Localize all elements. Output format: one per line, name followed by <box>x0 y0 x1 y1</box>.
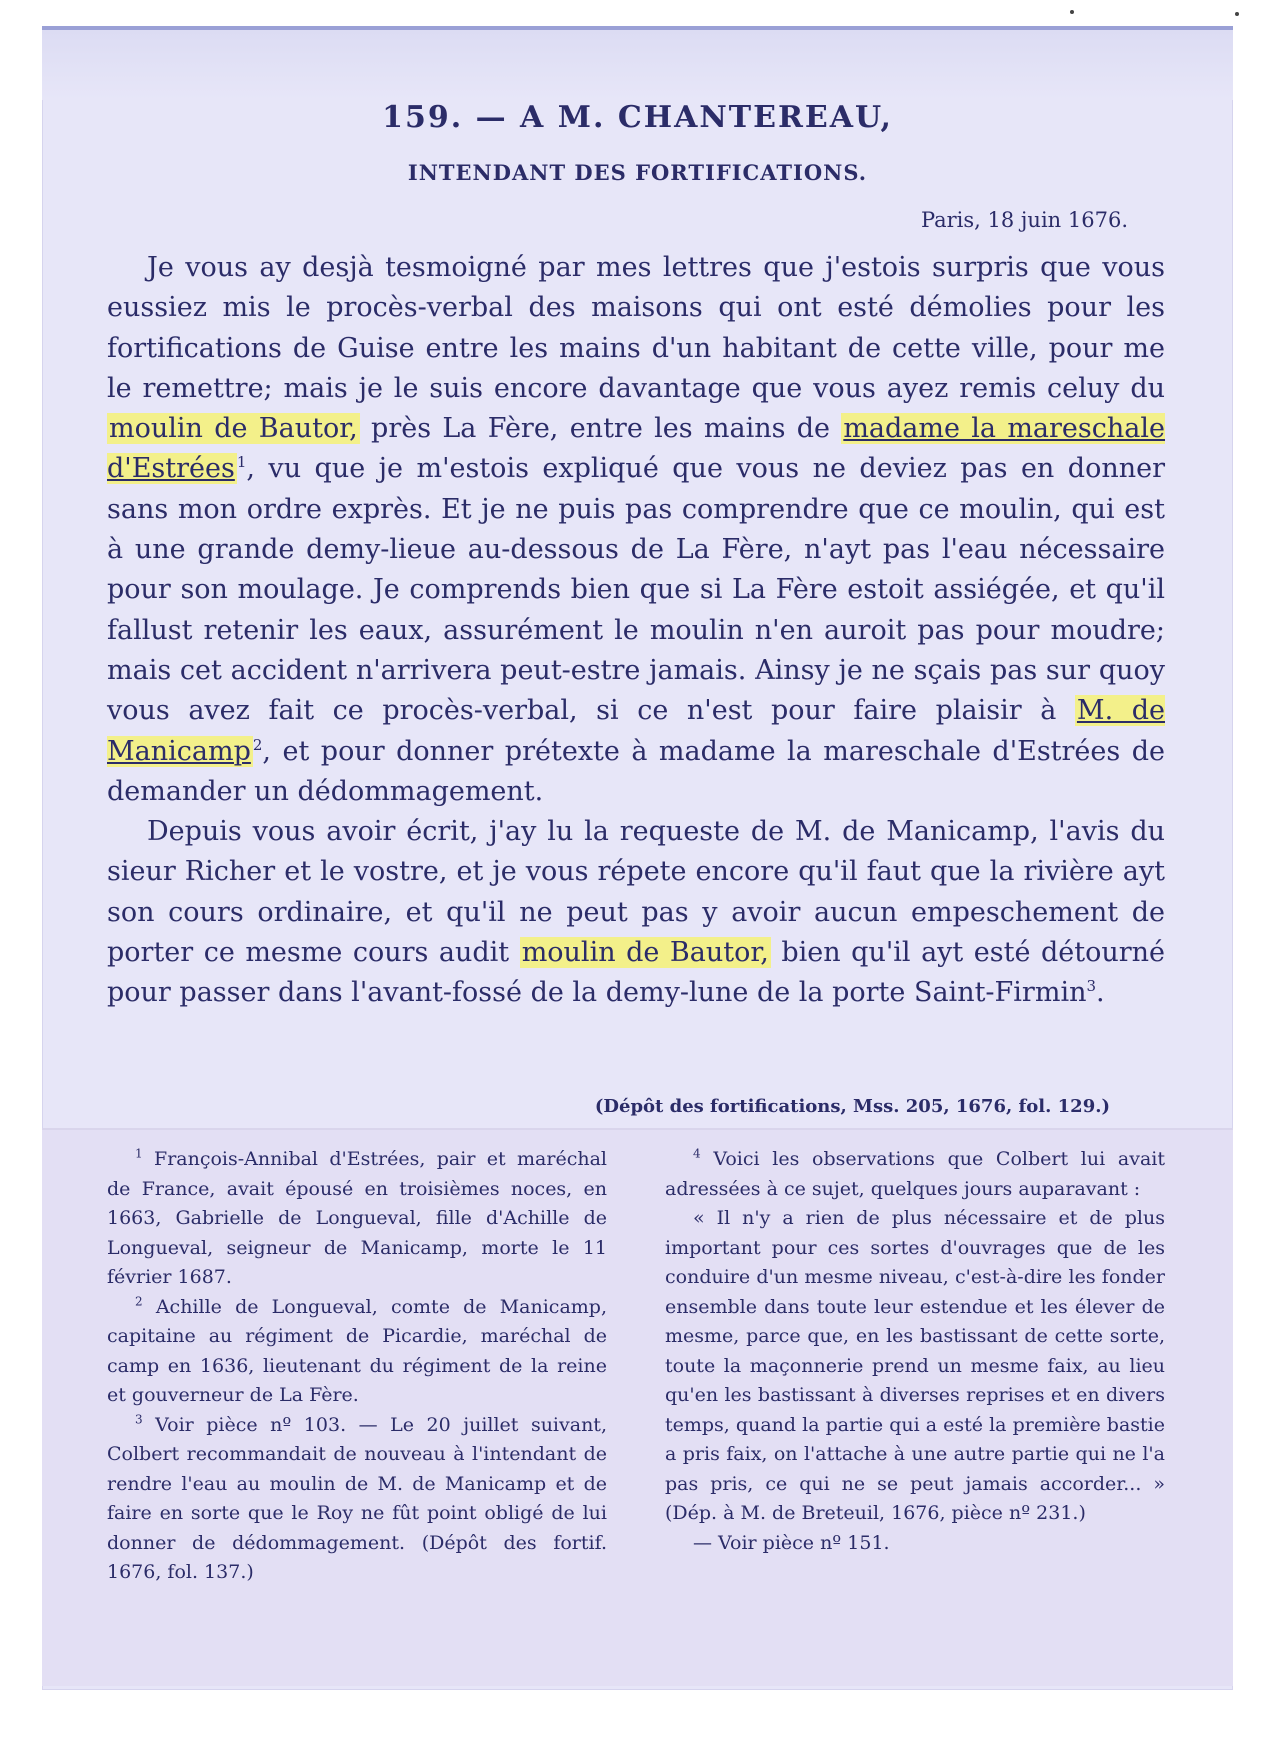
paper-speck <box>1235 12 1239 16</box>
highlight-moulin-de-bautor: moulin de Bautor, <box>109 413 358 445</box>
text-run: bien qu'il ayt esté détourné pour passer dans l'avant-fossé de la demy-lune de la porte Saint-Firmin <box>107 937 1166 1009</box>
letter-body <box>107 248 1165 1014</box>
text-run: Je vous ay desjà tesmoigné par mes lettres que j'estois surpris que vous eussiez mis le procès-verbal des maisons qui ont esté démolies pour les fortifications de Guise entre les mains d'un habitant de cette ville, pour me le remettre; mais je le suis encore davantage que vous ayez remis celuy du <box>107 252 1165 404</box>
letter-paragraph-2 <box>107 812 1165 1013</box>
paper-speck <box>1070 10 1074 14</box>
dateline: Paris, 18 juin 1676. <box>920 208 1128 232</box>
page-top-edge <box>42 30 1233 100</box>
footnote-3 <box>107 1411 607 1588</box>
text-run: Depuis vous avoir écrit, j'ay lu la requeste de M. de Manicamp, l'avis du sieur Richer et le vostre, et je vous répete encore qu'il faut que la rivière ayt son cours ordinaire, et qu'il ne peut pas y avoir aucun empeschement de porter ce mesme cours audit <box>107 816 1165 969</box>
footnote-ref-2[interactable]: 2 <box>252 735 263 754</box>
footnotes-left-column <box>107 1145 607 1588</box>
footnote-text: Achille de Longueval, comte de Manicamp, capitaine au régiment de Picardie, maréchal de camp en 1636, lieutenant du régiment de la reine et gouverneur de La Fère. <box>107 1295 607 1406</box>
letter-title: 159. — A M. CHANTEREAU, <box>382 100 893 135</box>
letter-subtitle: INTENDANT DES FORTIFICATIONS. <box>407 160 868 185</box>
footnote-number: 1 <box>135 1146 143 1161</box>
source-citation: (Dépôt des fortifications, Mss. 205, 1676, fol. 129.) <box>594 1096 1110 1117</box>
text-run: , et pour donner prétexte à madame la mareschale d'Estrées de demander un dédommagement. <box>107 735 1165 807</box>
footnote-number: 3 <box>135 1412 143 1427</box>
footnote-text: « Il n'y a rien de plus nécessaire et de plus important pour ces sortes d'ouvrages que de les conduire d'un mesme niveau, c'est-à-dire les fonder ensemble dans toute leur estendue et les élever de mesme, parce que, en les bastissant de cette sorte, toute la maçonnerie prend un mesme faix, au lieu qu'en les bastissant à diverses reprises et en divers temps, quand la partie qui a esté la première bastie a pris faix, on l'attache à une autre partie qui ne l'a pas pris, ce qui ne se peut jamais accorder... » (Dép. à M. de Breteuil, 1676, pièce nº 231.) <box>665 1207 1165 1524</box>
footnote-text: Voir pièce nº 103. — Le 20 juillet suivant, Colbert recommandait de nouveau à l'intendant de rendre l'eau au moulin de M. de Manicamp et de faire en sorte que le Roy ne fût point obligé de lui donner de dédommagement. (Dépôt des fortif. 1676, fol. 137.) <box>107 1413 607 1583</box>
footnote-number: 4 <box>693 1146 701 1161</box>
footnote-4-quote <box>665 1204 1165 1529</box>
footnote-4-see-also <box>665 1529 1165 1559</box>
footnotes-right-column <box>665 1145 1165 1558</box>
text-run: . <box>1096 977 1105 1009</box>
highlight-moulin-de-bautor-2: moulin de Bautor, <box>521 937 769 969</box>
footnote-text: — Voir pièce nº 151. <box>693 1531 890 1554</box>
footnote-text: Voici les observations que Colbert lui avait adressées à ce sujet, quelques jours auparavant : <box>665 1148 1165 1200</box>
text-run: , vu que je m'estois expliqué que vous ne deviez pas en donner sans mon ordre exprès. Et je ne puis pas comprendre que ce moulin, qui est à une grande demy-lieue au-dessous de La Fère, n'ayt pas l'eau nécessaire pour son moulage. Je comprends bien que si La Fère estoit assiégée, et qu'il fallust retenir les eaux, assurément le moulin n'en auroit pas pour moudre; mais cet accident n'arrivera peut-estre jamais. Ainsy je ne sçais pas sur quoy vous avez fait ce procès-verbal, si ce n'est pour faire plaisir à <box>107 453 1165 727</box>
footnote-text: François-Annibal d'Estrées, pair et maréchal de France, avait épousé en troisièmes noces, en 1663, Gabrielle de Longueval, fille d'Achille de Longueval, seigneur de Manicamp, morte le 11 février 1687. <box>107 1148 607 1288</box>
footnote-ref-3[interactable]: 3 <box>1086 977 1097 996</box>
letter-paragraph-1 <box>107 248 1165 812</box>
footnote-1 <box>107 1145 607 1293</box>
footnote-ref-1[interactable]: 1 <box>236 453 247 472</box>
highlight-madame-la-mareschale: madame la mareschale d'Estrées <box>107 413 1165 485</box>
text-run: près La Fère, entre les mains de <box>359 413 842 445</box>
footnote-divider <box>42 1128 1233 1130</box>
footnote-number: 2 <box>135 1294 143 1309</box>
highlight-manicamp: M. de Manicamp <box>107 695 1165 767</box>
footnote-2 <box>107 1293 607 1411</box>
footnote-4 <box>665 1145 1165 1204</box>
